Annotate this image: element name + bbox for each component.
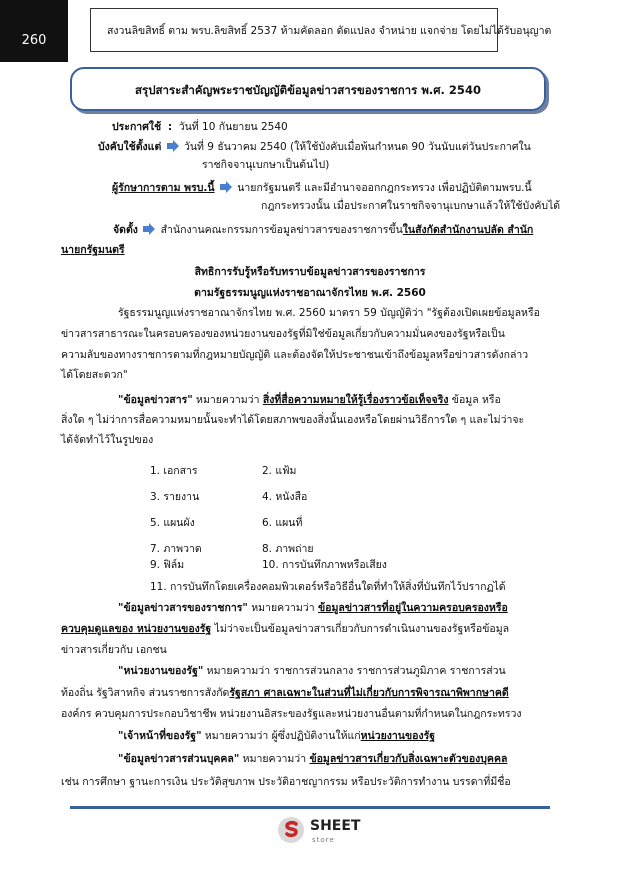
list-item: 7. ภาพวาด <box>150 543 202 555</box>
personal-def-underlined: ข้อมูลข่าวสารเกี่ยวกับสิ่งเฉพาะตัวของบุคคล <box>309 753 508 765</box>
personal-def-row <box>118 752 507 766</box>
info-def-row <box>118 393 501 407</box>
list-item: 9. ฟิล์ม <box>150 559 185 571</box>
official-def-underlined: หน่วยงานของรัฐ <box>360 730 436 742</box>
list-item: 2. แฟ้ม <box>262 465 297 477</box>
page-number: 260 <box>21 33 47 48</box>
list-item: 4. หนังสือ <box>262 491 308 503</box>
established-label: จัดตั้ง <box>113 224 138 236</box>
established-text: สำนักงานคณะกรรมการข้อมูลข่าวสารของราชการขึ้น <box>160 224 403 236</box>
official-def-term: "เจ้าหน้าที่ของรัฐ" <box>118 730 202 742</box>
agency-def-line2-underlined: รัฐสภา ศาลเฉพาะในส่วนที่ไม่เกี่ยวกับการพิจารณาพิพากษาคดี <box>229 687 509 699</box>
logo-sub: store <box>312 836 335 844</box>
administrator-label: ผู้รักษาการตาม พรบ.นี้ <box>112 182 215 194</box>
effective-row <box>98 140 531 154</box>
rights-heading-2: ตามรัฐธรรมนูญแห่งราชอาณาจักรไทย พ.ศ. 2560 <box>194 287 426 299</box>
gov-info-def-line2 <box>61 622 509 636</box>
info-def-term: "ข้อมูลข่าวสาร" <box>118 394 193 406</box>
list-item: 1. เอกสาร <box>150 465 198 477</box>
agency-def-line2-pre: ท้องถิ่น รัฐวิสาหกิจ ส่วนราชการสังกัด <box>61 687 230 699</box>
constitution-line-4: ได้โดยสะดวก" <box>61 369 128 381</box>
agency-def-line2 <box>61 686 509 700</box>
established-underlined: ในสังกัดสำนักงานปลัด สำนัก <box>402 224 534 236</box>
list-item: 11. การบันทึกโดยเครื่องคอมพิวเตอร์หรือวิธีอื่นใดที่ทำให้สิ่งที่บันทึกไว้ปรากฏได้ <box>150 581 506 593</box>
arrow-right-icon <box>220 181 232 193</box>
agency-def-line3: องค์กร ควบคุมการประกอบวิชาชีพ หน่วยงานอิสระของรัฐและหน่วยงานอื่นตามที่กำหนดในกฎกระทรวง <box>61 708 522 720</box>
title-box <box>70 67 546 111</box>
info-def-line3: ได้จัดทำไว้ในรูปของ <box>61 434 154 446</box>
copyright-text: สงวนลิขสิทธิ์ ตาม พรบ.ลิขสิทธิ์ 2537 ห้ามคัดลอก ดัดแปลง จำหน่าย แจกจ่าย โดยไม่ได้รับอนุญาต <box>107 25 552 37</box>
gov-info-def-line2-underlined: ควบคุมดูแลของ หน่วยงานของรัฐ <box>61 623 212 635</box>
established-line2: นายกรัฐมนตรี <box>61 244 125 256</box>
effective-line1: วันที่ 9 ธันวาคม 2540 (ให้ใช้บังคับเมื่อพ้นกำหนด 90 วันนับแต่วันประกาศใน <box>183 141 531 153</box>
gov-info-def-mid: หมายความว่า <box>247 602 318 614</box>
sheet-store-logo <box>277 816 367 846</box>
administrator-line1: นายกรัฐมนตรี และมีอำนาจออกกฎกระทรวง เพื่อปฏิบัติตามพรบ.นี้ <box>237 182 532 194</box>
administrator-line2: กฎกระทรวงนั้น เมื่อประกาศในราชกิจจานุเบกษาแล้วให้ใช้บังคับได้ <box>261 200 561 212</box>
list-item: 8. ภาพถ่าย <box>262 543 314 555</box>
page-title: สรุปสาระสำคัญพระราชบัญญัติข้อมูลข่าวสารของราชการ พ.ศ. 2540 <box>135 83 481 97</box>
copyright-header <box>90 8 552 52</box>
personal-def-mid: หมายความว่า <box>239 753 310 765</box>
announce-label: ประกาศใช้ <box>112 121 162 133</box>
info-def-mid: หมายความว่า <box>192 394 263 406</box>
list-item: 10. การบันทึกภาพหรือเสียง <box>262 559 387 571</box>
announce-value: วันที่ 10 กันยายน 2540 <box>178 121 288 133</box>
arrow-right-icon <box>143 223 155 235</box>
gov-info-def-line3: ข่าวสารเกี่ยวกับ เอกชน <box>61 644 167 656</box>
info-def-underlined: สิ่งที่สื่อความหมายให้รู้เรื่องราวข้อเท็จจริง <box>262 394 449 406</box>
announce-sep: : <box>167 121 173 133</box>
established-row <box>113 223 533 237</box>
gov-info-def-underlined: ข้อมูลข่าวสารที่อยู่ในความครอบครองหรือ <box>317 602 508 614</box>
effective-line2: ราชกิจจานุเบกษาเป็นต้นไป) <box>202 159 330 171</box>
administrator-row <box>112 181 532 195</box>
logo-name: SHEET <box>310 818 361 834</box>
gov-info-def-term: "ข้อมูลข่าวสารของราชการ" <box>118 602 248 614</box>
list-item: 3. รายงาน <box>150 491 200 503</box>
gov-info-def-row <box>118 601 508 615</box>
announce-row <box>112 120 288 134</box>
agency-def-line1: หมายความว่า ราชการส่วนกลาง ราชการส่วนภูมิภาค ราชการส่วน <box>203 665 506 677</box>
constitution-line-1: รัฐธรรมนูญแห่งราชอาณาจักรไทย พ.ศ. 2560 มาตรา 59 บัญญัติว่า "รัฐต้องเปิดเผยข้อมูลหรือ <box>118 307 540 319</box>
logo-mark-icon <box>277 816 305 844</box>
list-item: 5. แผนผัง <box>150 517 195 529</box>
constitution-line-2: ข่าวสารสาธารณะในครอบครองของหน่วยงานของรัฐที่มิใช่ข้อมูลเกี่ยวกับความมั่นคงของรัฐหรือเป็น <box>61 328 505 340</box>
list-item: 6. แผนที่ <box>262 517 303 529</box>
arrow-right-icon <box>167 140 179 152</box>
official-def-mid: หมายความว่า ผู้ซึ่งปฏิบัติงานให้แก่ <box>201 730 361 742</box>
effective-label: บังคับใช้ตั้งแต่ <box>98 141 162 153</box>
agency-def-row <box>118 664 506 678</box>
info-def-tail: ข้อมูล หรือ <box>448 394 501 406</box>
gov-info-def-line2-tail: ไม่ว่าจะเป็นข้อมูลข่าวสารเกี่ยวกับการดำเนินงานของรัฐหรือข้อมูล <box>211 623 510 635</box>
rights-heading-1: สิทธิการรับรู้หรือรับทราบข้อมูลข่าวสารของราชการ <box>194 266 426 278</box>
personal-def-term: "ข้อมูลข่าวสารส่วนบุคคล" <box>118 753 240 765</box>
official-def-row <box>118 729 435 743</box>
page-number-tab <box>0 0 68 62</box>
agency-def-term: "หน่วยงานของรัฐ" <box>118 665 204 677</box>
personal-def-line2: เช่น การศึกษา ฐานะการเงิน ประวัติสุขภาพ ประวัติอาชญากรรม หรือประวัติการทำงาน บรรดาที่มีชื่อ <box>61 776 511 788</box>
constitution-line-3: ความลับของทางราชการตามที่กฎหมายบัญญัติ และต้องจัดให้ประชาชนเข้าถึงข้อมูลหรือข่าวสารดังกล่าว <box>61 349 529 361</box>
info-def-line2: สิ่งใด ๆ ไม่ว่าการสื่อความหมายนั้นจะทำได้โดยสภาพของสิ่งนั้นเองหรือโดยผ่านวิธีการใด ๆ และไม่ว่าจะ <box>61 414 525 426</box>
footer-rule <box>70 806 550 809</box>
